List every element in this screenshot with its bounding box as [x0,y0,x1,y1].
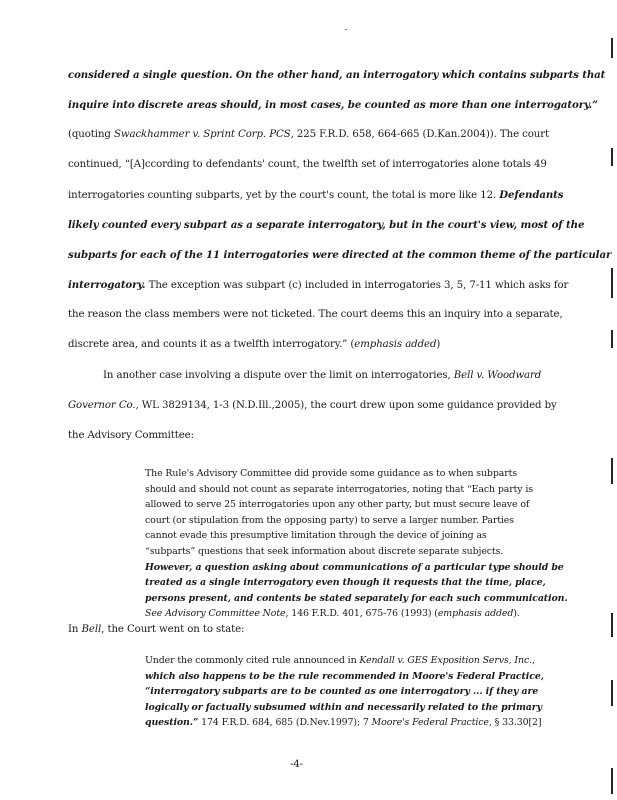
text-line [68,159,547,170]
text-segment: which also happens to be the rule recommended in Moore's Federal Practice, [145,670,544,682]
text-line [68,129,549,140]
margin-bar [611,268,613,298]
text-line [145,484,533,495]
text-segment: Kendall v. GES Exposition Servs, Inc. [359,655,532,666]
text-segment: The exception was subpart (c) included in interrogatories 3, 5, 7-11 which asks for [145,280,569,291]
text-segment: , § 33.30[2] [488,717,542,729]
text-segment: See Advisory Committee Note [145,608,286,620]
text-line [145,577,546,588]
text-line [145,702,542,713]
text-line [145,499,529,510]
text-line [68,249,611,261]
text-line [68,279,568,291]
text-line [68,99,598,111]
text-line [145,593,568,604]
text-segment: In [68,624,82,635]
text-segment: allowed to serve 25 interrogatories upon any other party, but must secure leave of [145,499,530,511]
text-segment: Under the commonly cited rule announced in [145,655,360,666]
margin-bar [611,458,613,484]
text-line [145,530,487,541]
text-segment: the reason the class members were not ticketed. The court deems this an inquiry into a separate, [68,309,563,320]
text-segment: ). [513,608,520,620]
text-segment: subparts for each of the 11 interrogatories were directed at the common theme of the particular [68,249,612,261]
text-segment: persons present, and contents be stated separately for each such communication. [145,592,568,604]
margin-bar [611,148,613,166]
text-segment: emphasis added [437,608,514,620]
text-line [68,430,194,441]
margin-bar [611,680,613,706]
text-segment: court (or stipulation from the opposing party) to serve a larger number. Parties [145,514,514,526]
text-segment: inquire into discrete areas should, in most cases, be counted as more than one interrogatory.” [68,99,598,111]
text-segment: considered a single question. On the other hand, an interrogatory which contains subparts that [68,69,606,81]
text-segment: logically or factually subsumed within and necessarily related to the primary [145,701,542,713]
text-segment: Governor Co., [68,400,139,411]
text-line [145,546,503,557]
text-line [145,686,538,697]
text-segment: Swackhammer v. Sprint Corp. PCS [113,129,291,140]
text-line [145,515,514,526]
text-segment: cannot evade this presumptive limitation through the device of joining as [145,530,487,542]
margin-bar [611,38,613,58]
text-line [68,69,605,81]
text-segment: question.” [145,717,199,729]
text-segment: should and should not count as separate interrogatories, noting that “Each party is [145,483,533,495]
margin-bar [611,613,613,637]
text-line [68,339,440,350]
text-segment: , 225 F.R.D. 658, 664-665 (D.Kan.2004)). The court [290,129,549,140]
text-segment: likely counted every subpart as a separate interrogatory, but in the court's view, most of the [68,219,585,231]
text-segment: Bell [81,624,102,635]
text-segment: WL 3829134, 1-3 (N.D.Ill.,2005), the court drew upon some guidance provided by [138,400,557,411]
text-line [68,309,563,320]
text-segment: Defendants [499,189,564,201]
text-segment: The Rule's Advisory Committee did provide some guidance as to when subparts [145,468,517,479]
text-segment: treated as a single interrogatory even though it requests that the time, place, [145,577,546,589]
text-segment: Moore's Federal Practice [371,717,489,729]
text-line [145,562,564,573]
text-segment: continued, “[A]ccording to defendants' count, the twelfth set of interrogatories alone totals 49 [68,159,547,170]
text-segment: In another case involving a dispute over the limit on interrogatories, [103,370,454,381]
text-segment: , 146 F.R.D. 401, 675-76 (1993) ( [285,608,438,620]
text-segment: ) [436,339,441,350]
text-line [145,608,520,619]
text-line [68,624,244,635]
text-segment: interrogatories counting subparts, yet by the court's count, the total is more like 12. [68,190,500,201]
text-segment: the Advisory Committee: [68,430,194,441]
text-line [145,655,535,666]
text-segment: Bell v. Woodward [453,370,542,381]
text-line [68,189,563,201]
speck [345,29,347,30]
margin-bar [611,330,613,348]
text-segment: , the Court went on to state: [101,624,245,635]
margin-bar [611,768,613,794]
text-line [68,219,584,231]
text-line [145,671,544,682]
text-segment: “subparts” questions that seek information about discrete separate subjects. [145,546,504,557]
text-line [145,717,541,728]
text-segment: However, a question asking about communications of a particular type should be [145,561,564,573]
text-segment: (quoting [68,129,114,140]
text-line [103,370,541,381]
text-segment: discrete area, and counts it as a twelfth interrogatory.” ( [68,339,355,350]
text-segment: interrogatory. [68,279,146,291]
page-number: -4- [290,759,304,770]
text-segment: emphasis added [354,339,437,350]
text-line [145,468,517,479]
text-line [68,400,557,411]
text-segment: 174 F.R.D. 684, 685 (D.Nev.1997); 7 [198,717,372,729]
text-segment: “interrogatory subparts are to be counted as one interrogatory ... if they are [145,686,539,698]
text-segment: , [531,655,535,666]
